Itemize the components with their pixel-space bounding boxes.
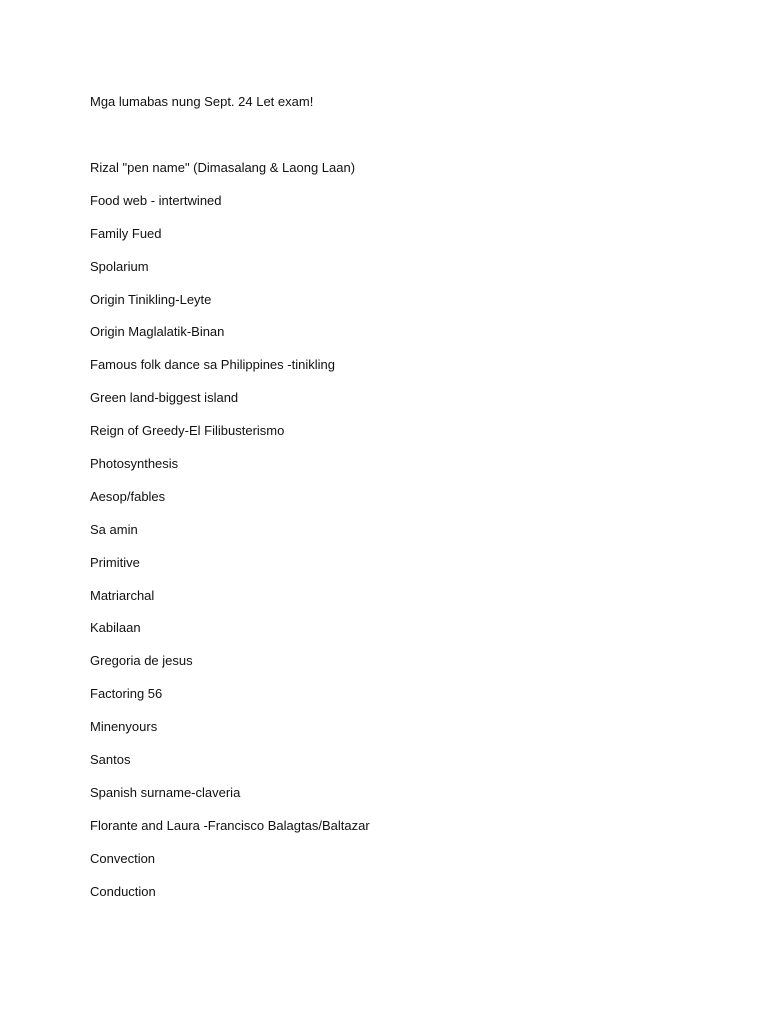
- list-item: Florante and Laura -Francisco Balagtas/Baltazar: [90, 817, 370, 833]
- list-item: Conduction: [90, 883, 156, 899]
- list-item: Aesop/fables: [90, 488, 166, 504]
- list-item: Rizal "pen name" (Dimasalang & Laong Laan): [90, 160, 356, 175]
- list-item: Photosynthesis: [90, 456, 179, 472]
- list-item: Matriarchal: [90, 587, 155, 603]
- list-item: Gregoria de jesus: [90, 653, 193, 669]
- list-item: Convection: [90, 850, 156, 866]
- list-item: Sa amin: [90, 521, 138, 537]
- list-item: Minenyours: [90, 719, 158, 735]
- list-item: Primitive: [90, 554, 140, 570]
- list-item: Kabilaan: [90, 620, 141, 636]
- document-heading: Mga lumabas nung Sept. 24 Let exam!: [90, 94, 314, 109]
- list-item: Factoring 56: [90, 686, 163, 702]
- list-item: Origin Tinikling-Leyte: [90, 291, 212, 307]
- list-item: Santos: [90, 752, 131, 768]
- list-item: Famous folk dance sa Philippines -tinikling: [90, 357, 335, 373]
- exam-topic-list: [90, 159, 370, 915]
- list-item: Spanish surname-claveria: [90, 784, 241, 800]
- list-item: Food web - intertwined: [90, 192, 222, 208]
- list-item: Origin Maglalatik-Binan: [90, 324, 225, 340]
- list-item: Reign of Greedy-El Filibusterismo: [90, 423, 285, 439]
- list-item: Spolarium: [90, 258, 149, 274]
- list-item: Family Fued: [90, 225, 162, 241]
- list-item: Green land-biggest island: [90, 390, 239, 406]
